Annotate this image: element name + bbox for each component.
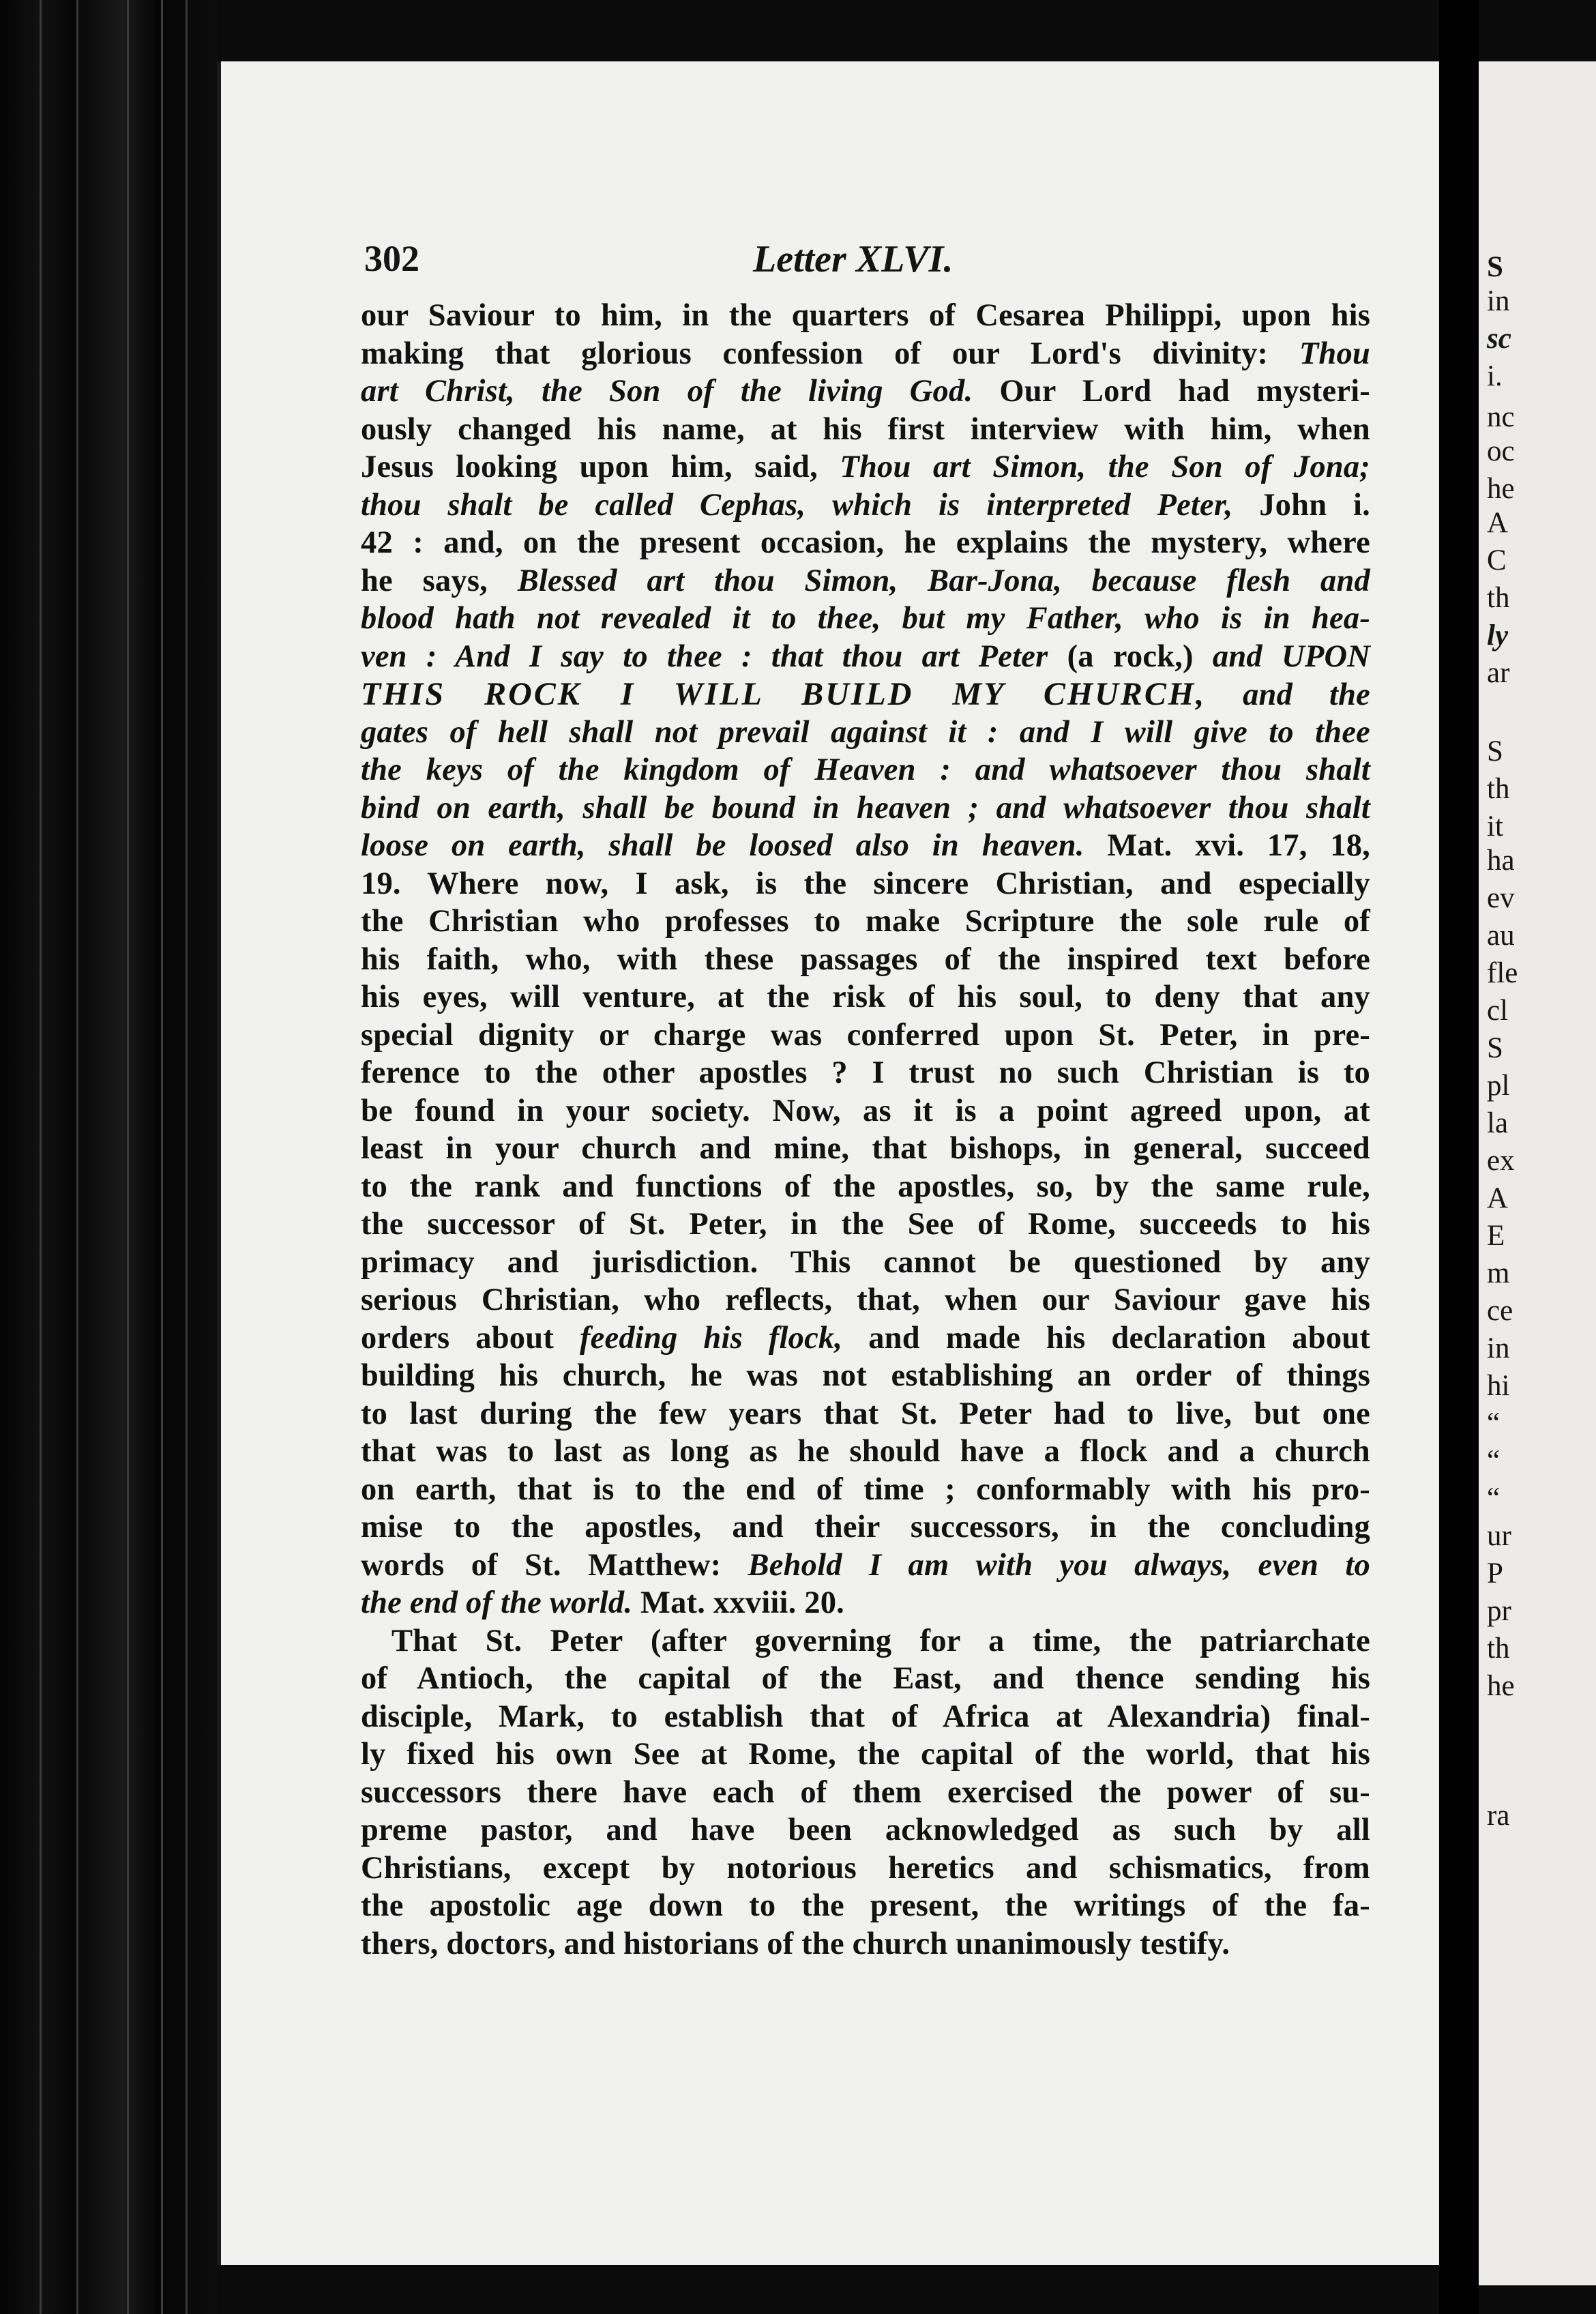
text-run: (a rock,)	[1048, 639, 1213, 674]
text-line	[361, 1092, 1370, 1130]
text-line	[361, 638, 1370, 676]
adjacent-page-fragment: ar	[1487, 657, 1510, 689]
adjacent-page-fragment: cl	[1487, 995, 1509, 1027]
text-run: the apostolic age down to the present, the writings of the fa-	[361, 1888, 1370, 1923]
text-run: ference to the other apostles ? I trust no such Christian is to	[361, 1055, 1370, 1090]
adjacent-page-fragment: i.	[1487, 360, 1503, 392]
text-line	[361, 941, 1370, 979]
text-line	[361, 1168, 1370, 1206]
adjacent-page-fragment: th	[1487, 1632, 1510, 1665]
text-run: John i.	[1232, 487, 1370, 523]
body-text	[361, 297, 1370, 1963]
adjacent-page-fragment: nc	[1487, 401, 1515, 433]
text-line	[361, 1244, 1370, 1282]
text-line	[361, 1811, 1370, 1849]
adjacent-page-fragment: ce	[1487, 1295, 1513, 1327]
text-run: words of St. Matthew:	[361, 1547, 748, 1583]
italic-run: feeding his flock,	[579, 1320, 843, 1356]
text-line	[361, 562, 1370, 600]
text-line	[361, 1319, 1370, 1358]
adjacent-page-fragment: ly	[1487, 619, 1509, 651]
text-line	[361, 1622, 1370, 1660]
text-run: he says,	[361, 563, 518, 598]
text-line	[361, 903, 1370, 941]
italic-run: and the	[1206, 677, 1370, 712]
adjacent-page-fragment: th	[1487, 582, 1510, 614]
adjacent-page-fragment: in	[1487, 285, 1510, 317]
italic-run: blood hath not revealed it to thee, but my Father, who is in hea-	[361, 601, 1370, 636]
adjacent-page-fragment: hi	[1487, 1370, 1510, 1402]
text-line	[361, 1357, 1370, 1395]
text-run: orders about	[361, 1320, 580, 1356]
adjacent-page-fragment: m	[1487, 1257, 1510, 1289]
text-line	[361, 675, 1370, 714]
text-run: Our Lord had mysteri-	[973, 374, 1370, 409]
adjacent-page-fragment: oc	[1487, 435, 1515, 467]
adjacent-page-fragment: A	[1487, 1182, 1509, 1214]
adjacent-page-fragment: he	[1487, 473, 1515, 505]
text-line	[361, 827, 1370, 865]
adjacent-page-fragment: fle	[1487, 957, 1518, 989]
text-line	[361, 1205, 1370, 1244]
adjacent-page-edge	[1479, 61, 1596, 2285]
text-run: be found in your society. Now, as it is a point agreed upon, at	[361, 1093, 1370, 1128]
adjacent-page-fragment: “	[1487, 1407, 1501, 1439]
text-line	[361, 1774, 1370, 1812]
text-line	[361, 1508, 1370, 1547]
text-line	[361, 751, 1370, 789]
adjacent-page-fragment: P	[1487, 1557, 1503, 1590]
adjacent-page-fragment: “	[1487, 1482, 1501, 1514]
italic-run: loose on earth, shall be loosed also in heaven.	[361, 828, 1084, 863]
text-run: Christians, except by notorious heretics and schismatics, from	[361, 1850, 1370, 1886]
italic-run: Thou art Simon, the Son of Jona;	[840, 450, 1370, 484]
text-line	[361, 1584, 1370, 1622]
text-line	[361, 372, 1370, 411]
text-run: our Saviour to him, in the quarters of Cesarea Philippi, upon his	[361, 298, 1370, 333]
italic-run: ven : And I say to thee : that thou art Peter	[361, 639, 1048, 674]
italic-run: Behold I am with you always, even to	[748, 1547, 1370, 1583]
text-line	[361, 1660, 1370, 1698]
running-title: Letter XLVI.	[753, 238, 954, 280]
text-run: to last during the few years that St. Peter had to live, but one	[361, 1396, 1370, 1431]
adjacent-page-fragment: ev	[1487, 882, 1515, 914]
text-run: ly fixed his own See at Rome, the capital of the world, that his	[361, 1737, 1370, 1772]
italic-run: Blessed art thou Simon, Bar-Jona, because flesh and	[517, 563, 1370, 598]
text-line	[361, 978, 1370, 1016]
text-run: of Antioch, the capital of the East, and thence sending his	[361, 1661, 1370, 1696]
text-line	[361, 1736, 1370, 1774]
adjacent-page-fragment: ur	[1487, 1520, 1511, 1552]
text-line	[361, 486, 1370, 525]
text-run: successors there have each of them exercised the power of su-	[361, 1774, 1370, 1810]
italic-run: thou shalt be called Cephas, which is interpreted Peter,	[361, 487, 1233, 523]
text-run: 19. Where now, I ask, is the sincere Christian, and especially	[361, 866, 1370, 901]
text-run: That St. Peter (after governing for a time, the patriarchate	[391, 1623, 1370, 1658]
adjacent-page-fragment: pr	[1487, 1595, 1511, 1627]
adjacent-page-fragment: au	[1487, 920, 1515, 952]
text-run: ously changed his name, at his first interview with him, when	[361, 411, 1370, 447]
text-line	[361, 1054, 1370, 1092]
text-run: special dignity or charge was conferred upon St. Peter, in pre-	[361, 1017, 1370, 1053]
text-line	[361, 1130, 1370, 1168]
italic-run: the end of the world.	[361, 1585, 633, 1620]
text-line	[361, 411, 1370, 449]
book-page	[217, 61, 1443, 2265]
adjacent-page-fragment: in	[1487, 1332, 1510, 1364]
adjacent-page-fragment: sc	[1487, 323, 1511, 355]
text-run: thers, doctors, and historians of the church unanimously testify.	[361, 1926, 1230, 1961]
text-run: and made his declaration about	[842, 1320, 1371, 1356]
text-line	[361, 865, 1370, 903]
text-line	[361, 1433, 1370, 1471]
text-run: preme pastor, and have been acknowledged as such by all	[361, 1813, 1370, 1847]
running-header	[364, 237, 1374, 285]
text-run: that was to last as long as he should have a flock and a church	[361, 1434, 1370, 1469]
adjacent-page-fragment: S	[1487, 1032, 1503, 1064]
text-run: Mat. xxviii. 20.	[632, 1585, 844, 1620]
text-line	[361, 1016, 1370, 1055]
text-run: mise to the apostles, and their successors, in the concluding	[361, 1510, 1370, 1544]
text-line	[361, 789, 1370, 828]
text-run: primacy and jurisdiction. This cannot be questioned by any	[361, 1244, 1370, 1280]
text-run: Jesus looking upon him, said,	[361, 450, 840, 484]
text-line	[361, 1925, 1370, 1963]
text-run: building his church, he was not establishing an order of things	[361, 1358, 1370, 1393]
italic-run: the keys of the kingdom of Heaven : and whatsoever thou shalt	[361, 752, 1370, 787]
adjacent-page-fragment: it	[1487, 810, 1503, 843]
text-line	[361, 1887, 1370, 1925]
text-run: the Christian who professes to make Scripture the sole rule of	[361, 904, 1370, 939]
adjacent-page-fragment: pl	[1487, 1070, 1510, 1102]
text-run: making that glorious confession of our Lord's divinity:	[361, 336, 1299, 371]
text-run: serious Christian, who reflects, that, when our Saviour gave his	[361, 1283, 1370, 1317]
text-line	[361, 297, 1370, 335]
adjacent-page-fragment: S	[1487, 735, 1503, 767]
italic-run: and UPON	[1212, 639, 1371, 674]
adjacent-page-fragment: la	[1487, 1107, 1509, 1139]
adjacent-page-fragment: C	[1487, 544, 1507, 576]
text-run: his faith, who, with these passages of the inspired text before	[361, 941, 1370, 977]
text-run: disciple, Mark, to establish that of Africa at Alexandria) final-	[361, 1699, 1370, 1734]
gutter-shadow	[1439, 0, 1479, 2314]
italic-run: THIS ROCK I WILL BUILD MY CHURCH,	[361, 676, 1207, 712]
text-line	[361, 1698, 1370, 1736]
text-line	[361, 1395, 1370, 1433]
adjacent-page-fragment: A	[1487, 507, 1509, 539]
adjacent-page-fragment: ha	[1487, 845, 1515, 877]
adjacent-page-fragment: ex	[1487, 1145, 1515, 1177]
adjacent-page-fragment: he	[1487, 1670, 1515, 1702]
adjacent-page-fragment: E	[1487, 1220, 1505, 1252]
italic-run: gates of hell shall not prevail against it : and I will give to thee	[361, 714, 1370, 750]
italic-run: art Christ, the Son of the living God.	[361, 374, 973, 409]
scan-left-margin	[0, 0, 218, 2314]
italic-run: Thou	[1299, 336, 1370, 371]
text-line	[361, 1849, 1370, 1888]
text-line	[361, 600, 1370, 638]
adjacent-page-fragment: “	[1487, 1445, 1501, 1477]
text-line	[361, 448, 1370, 486]
text-line	[361, 335, 1370, 373]
text-line	[361, 1547, 1370, 1585]
adjacent-page-fragment: th	[1487, 773, 1510, 805]
text-run: on earth, that is to the end of time ; conformably with his pro-	[361, 1471, 1370, 1507]
text-run: his eyes, will venture, at the risk of his soul, to deny that any	[361, 980, 1370, 1014]
text-run: Mat. xvi. 17, 18,	[1084, 828, 1370, 863]
text-run: to the rank and functions of the apostles, so, by the same rule,	[361, 1169, 1370, 1204]
adjacent-page-fragment: ra	[1487, 1800, 1510, 1832]
text-run: least in your church and mine, that bishops, in general, succeed	[361, 1131, 1370, 1166]
text-run: the successor of St. Peter, in the See of Rome, succeeds to his	[361, 1207, 1370, 1242]
text-run: 42 : and, on the present occasion, he explains the mystery, where	[361, 525, 1370, 560]
text-line	[361, 1471, 1370, 1509]
italic-run: bind on earth, shall be bound in heaven ; and whatsoever thou shalt	[361, 790, 1370, 825]
text-line	[361, 1281, 1370, 1319]
page-number: 302	[364, 238, 419, 279]
adjacent-page-fragment: S	[1487, 251, 1503, 283]
text-line	[361, 714, 1370, 752]
text-line	[361, 524, 1370, 562]
